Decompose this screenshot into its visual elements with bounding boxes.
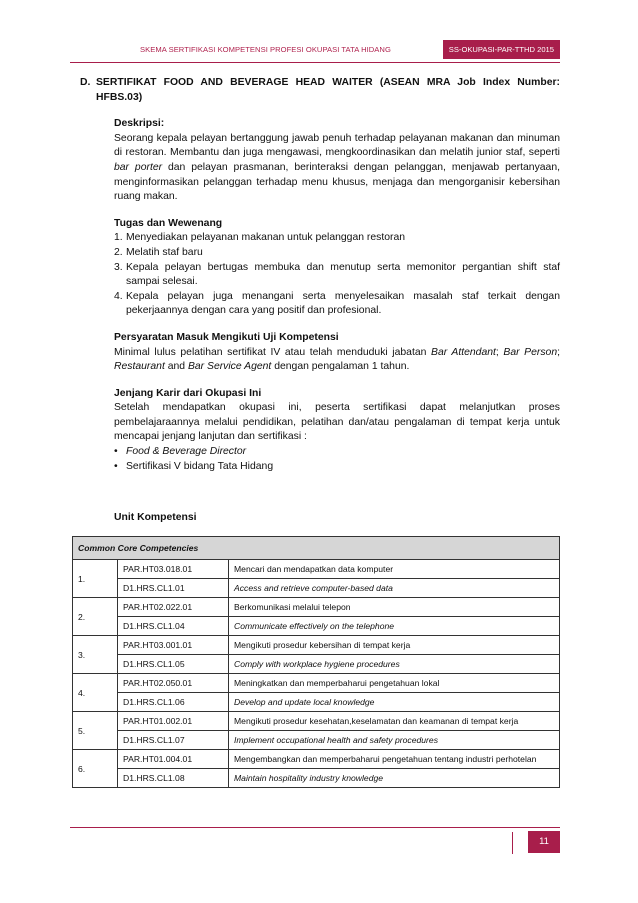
deskripsi-heading: Deskripsi:	[114, 118, 165, 130]
unit-title-en: Develop and update local knowledge	[229, 693, 560, 712]
list-item: 4. Kepala pelayan juga menangani serta menyelesaikan masalah staf terkait dengan pekerjaannya dengan cara yang positif dan profesional.	[114, 290, 560, 317]
row-number: 6.	[73, 750, 118, 788]
unit-code: D1.HRS.CL1.06	[118, 693, 229, 712]
persyaratan-heading: Persyaratan Masuk Mengikuti Uji Kompetensi	[114, 331, 339, 343]
unit-title-id: Mengikuti prosedur kebersihan di tempat kerja	[229, 636, 560, 655]
unit-title-id: Mengikuti prosedur kesehatan,keselamatan dan keamanan di tempat kerja	[229, 712, 560, 731]
table-row	[73, 598, 560, 617]
table-row	[73, 636, 560, 655]
unit-code: PAR.HT01.004.01	[118, 750, 229, 769]
row-number: 5.	[73, 712, 118, 750]
page-number: 11	[528, 831, 560, 853]
jenjang-list	[114, 445, 560, 474]
section-title-text: SERTIFIKAT FOOD AND BEVERAGE HEAD WAITER (ASEAN MRA Job Index Number: HFBS.03)	[96, 77, 560, 103]
unit-title-en: Maintain hospitality industry knowledge	[229, 769, 560, 788]
document-body	[80, 76, 560, 474]
section-letter: D.	[80, 77, 91, 88]
row-number: 2.	[73, 598, 118, 636]
persyaratan-text: Minimal lulus pelatihan sertifikat IV atau telah menduduki jabatan Bar Attendant; Bar Person; Restaurant and Bar Service Agent dengan pengalaman 1 tahun.	[114, 346, 560, 373]
unit-title-en: Communicate effectively on the telephone	[229, 617, 560, 636]
table-row	[73, 617, 560, 636]
table-row	[73, 579, 560, 598]
list-item: • Food & Beverage Director	[114, 446, 247, 458]
table-row	[73, 560, 560, 579]
unit-code: D1.HRS.CL1.01	[118, 579, 229, 598]
unit-code: D1.HRS.CL1.05	[118, 655, 229, 674]
table-row	[73, 750, 560, 769]
table-row	[73, 693, 560, 712]
unit-title-id: Mencari dan mendapatkan data komputer	[229, 560, 560, 579]
section-title	[80, 76, 560, 105]
unit-kompetensi-heading: Unit Kompetensi	[114, 512, 197, 523]
list-item: 3. Kepala pelayan bertugas membuka dan menutup serta memonitor pergantian shift staf sampai selesai.	[114, 261, 560, 288]
unit-code: PAR.HT01.002.01	[118, 712, 229, 731]
section-content	[114, 117, 560, 474]
list-item: 2. Melatih staf baru	[114, 246, 203, 258]
tugas-list	[114, 231, 560, 319]
unit-code: PAR.HT02.050.01	[118, 674, 229, 693]
unit-title-id: Meningkatkan dan memperbaharui pengetahuan lokal	[229, 674, 560, 693]
unit-code: D1.HRS.CL1.07	[118, 731, 229, 750]
unit-kompetensi-table	[72, 536, 560, 788]
row-number: 3.	[73, 636, 118, 674]
table-row	[73, 655, 560, 674]
header-divider	[70, 62, 560, 63]
unit-code: D1.HRS.CL1.04	[118, 617, 229, 636]
table-header-row	[73, 537, 560, 560]
row-number: 1.	[73, 560, 118, 598]
table-row	[73, 674, 560, 693]
tugas-heading: Tugas dan Wewenang	[114, 217, 223, 229]
unit-code: PAR.HT03.001.01	[118, 636, 229, 655]
unit-code: PAR.HT02.022.01	[118, 598, 229, 617]
jenjang-heading: Jenjang Karir dari Okupasi Ini	[114, 387, 262, 399]
footer-divider	[70, 827, 560, 828]
unit-title-id: Mengembangkan dan memperbaharui pengetahuan tentang industri perhotelan	[229, 750, 560, 769]
list-item: • Sertifikasi V bidang Tata Hidang	[114, 460, 274, 472]
header-code: SS-OKUPASI-PAR-TTHD 2015	[443, 40, 560, 59]
unit-title-id: Berkomunikasi melalui telepon	[229, 598, 560, 617]
row-number: 4.	[73, 674, 118, 712]
jenjang-text: Setelah mendapatkan okupasi ini, peserta sertifikasi dapat melanjutkan proses pembelajaraannya melalui pendidikan, pelatihan dan/atau pengalaman di tempat kerja untuk mencapai jenjang lanjutan dan sertifikasi :	[114, 402, 560, 443]
table-header-cell: Common Core Competencies	[73, 537, 560, 560]
unit-title-en: Access and retrieve computer-based data	[229, 579, 560, 598]
unit-code: D1.HRS.CL1.08	[118, 769, 229, 788]
unit-title-en: Implement occupational health and safety procedures	[229, 731, 560, 750]
list-item: 1. Menyediakan pelayanan makanan untuk pelanggan restoran	[114, 232, 406, 244]
unit-title-en: Comply with workplace hygiene procedures	[229, 655, 560, 674]
unit-code: PAR.HT03.018.01	[118, 560, 229, 579]
table-row	[73, 731, 560, 750]
table-row	[73, 712, 560, 731]
deskripsi-text: Seorang kepala pelayan bertanggung jawab penuh terhadap pelayanan makanan dan minuman di restoran. Membantu dan juga mengawasi, mengkoordinasikan dan melatih junior staf, seperti bar porter dan pelayan prasmanan, berinteraksi dengan pelanggan, menjawab pertanyaan, menginformasikan pelanggan terhadap menu khusus, menjaga dan mengorganisir kebersihan ruang makan.	[114, 132, 560, 203]
header-title: SKEMA SERTIFIKASI KOMPETENSI PROFESI OKUPASI TATA HIDANG	[140, 45, 391, 54]
table-row	[73, 769, 560, 788]
